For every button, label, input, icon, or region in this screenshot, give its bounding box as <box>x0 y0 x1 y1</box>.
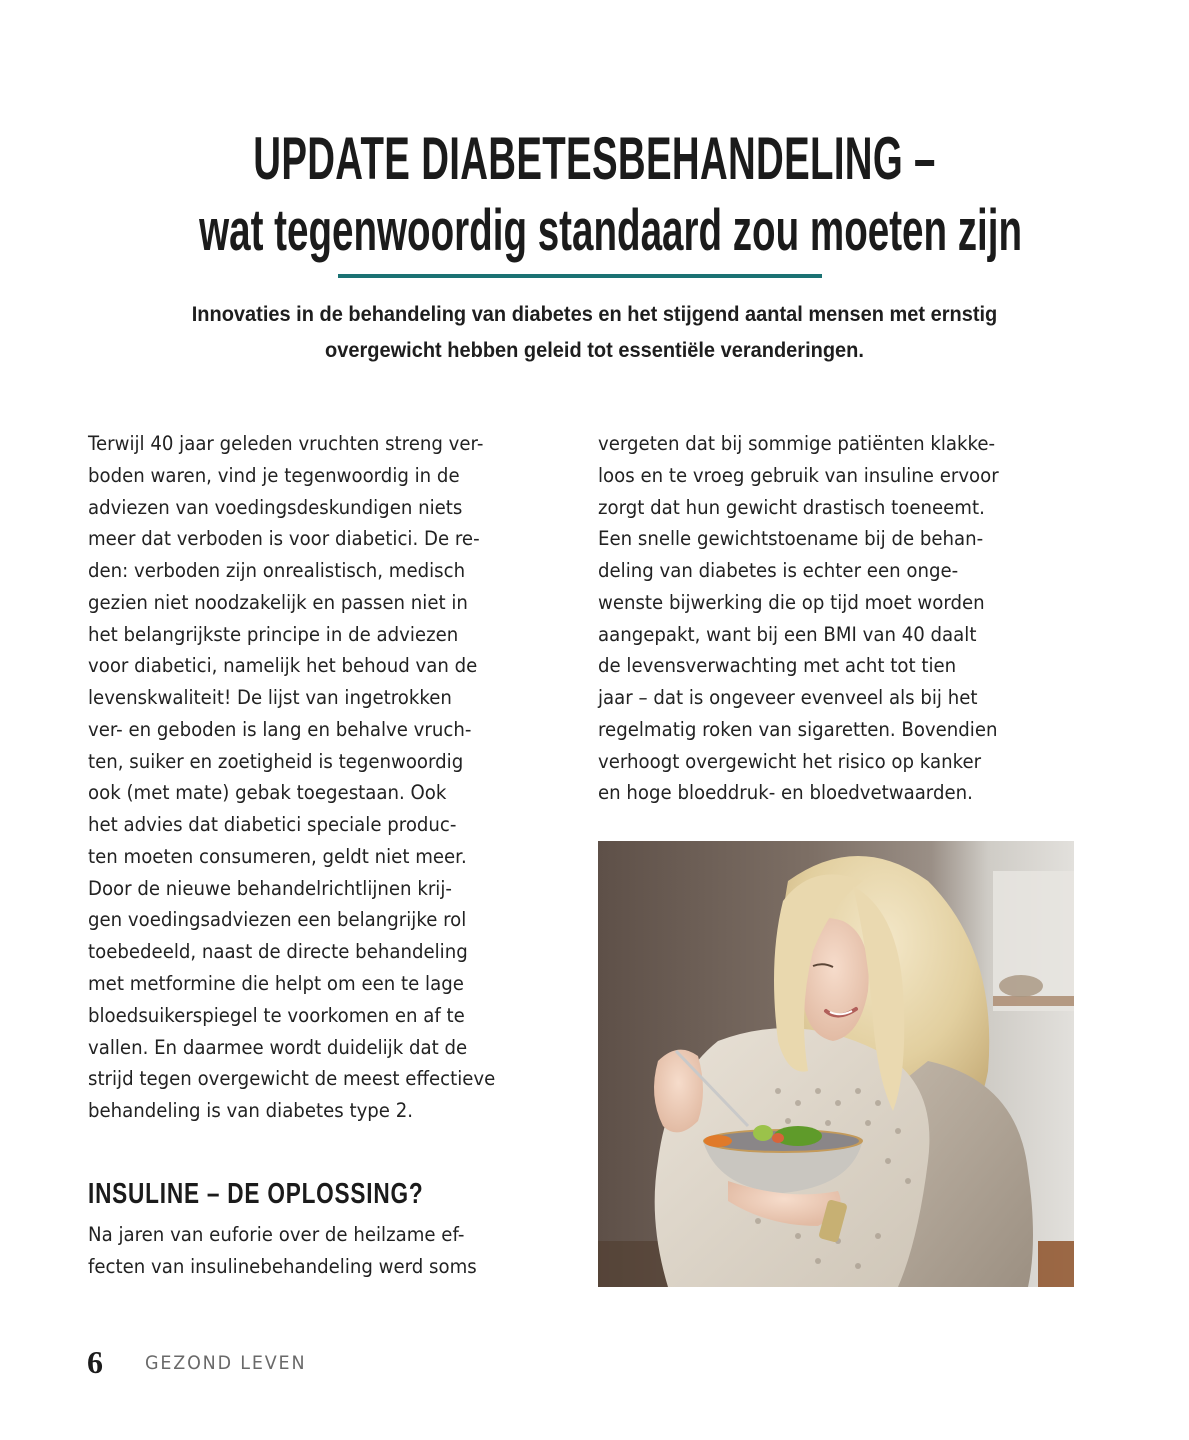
body-line: het belangrijkste principe in de adviezen <box>88 622 459 646</box>
title-line-2: wat tegenwoordig standaard zou moeten zijn <box>199 198 1023 263</box>
body-line: adviezen van voedingsdeskundigen niets <box>88 495 463 519</box>
body-line: verhoogt overgewicht het risico op kanker <box>598 749 982 773</box>
body-line: Door de nieuwe behandelrichtlijnen krij- <box>88 876 452 900</box>
body-column-left <box>88 428 578 1127</box>
article-intro <box>60 296 1129 368</box>
article-photo <box>598 841 1074 1287</box>
body-line: Na jaren van euforie over de heilzame ef- <box>88 1223 465 1246</box>
body-line: ook (met mate) gebak toegestaan. Ook <box>88 781 447 805</box>
body-line: de levensverwachting met acht tot tien <box>598 654 957 678</box>
body-line: toebedeeld, naast de directe behandeling <box>88 940 468 964</box>
body-column-right <box>598 428 1088 809</box>
running-head-section-name: GEZOND LEVEN <box>145 1352 307 1374</box>
body-line: ten, suiker en zoetigheid is tegenwoordig <box>88 749 464 773</box>
body-line: vergeten dat bij sommige patiënten klakke- <box>598 432 996 455</box>
body-line: fecten van insulinebehandeling werd soms <box>88 1254 477 1278</box>
body-line: strijd tegen overgewicht de meest effectieve <box>88 1067 496 1091</box>
body-line: Terwijl 40 jaar geleden vruchten streng ver- <box>88 432 484 455</box>
body-line: gezien niet noodzakelijk en passen niet in <box>88 590 468 614</box>
body-line: met metformine die helpt om een te lage <box>88 972 464 996</box>
body-line: gen voedingsadviezen een belangrijke rol <box>88 908 467 932</box>
body-line: boden waren, vind je tegenwoordig in de <box>88 463 460 487</box>
body-line: zorgt dat hun gewicht drastisch toeneemt. <box>598 495 985 519</box>
body-line: ver- en geboden is lang en behalve vruch- <box>88 717 472 741</box>
section-subheading: INSULINE – DE OPLOSSING? <box>88 1178 424 1210</box>
article-title <box>0 124 1189 268</box>
body-line: het advies dat diabetici speciale produc- <box>88 813 457 837</box>
body-line: den: verboden zijn onrealistisch, medisch <box>88 559 466 583</box>
body-line: wenste bijwerking die op tijd moet worden <box>598 590 985 614</box>
body-line: behandeling is van diabetes type 2. <box>88 1099 414 1123</box>
body-line: bloedsuikerspiegel te voorkomen en af te <box>88 1003 465 1027</box>
body-line: ten moeten consumeren, geldt niet meer. <box>88 844 467 868</box>
body-line: loos en te vroeg gebruik van insuline ervoor <box>598 463 999 487</box>
body-line: meer dat verboden is voor diabetici. De re- <box>88 527 480 551</box>
intro-line: overgewicht hebben geleid tot essentiële veranderingen. <box>325 338 864 362</box>
title-line-1: UPDATE DIABETESBEHANDELING – <box>253 125 936 192</box>
body-line: Een snelle gewichtstoename bij de behan- <box>598 527 984 551</box>
body-line: en hoge bloeddruk- en bloedvetwaarden. <box>598 781 973 805</box>
woman-eating-salad-image <box>598 841 1074 1287</box>
body-line: aangepakt, want bij een BMI van 40 daalt <box>598 622 977 646</box>
body-line: regelmatig roken van sigaretten. Bovendien <box>598 717 998 741</box>
body-line: jaar – dat is ongeveer evenveel als bij het <box>598 686 978 710</box>
page-number: 6 <box>87 1344 103 1380</box>
body-line: deling van diabetes is echter een onge- <box>598 559 959 583</box>
body-line: vallen. En daarmee wordt duidelijk dat de <box>88 1035 468 1059</box>
title-underline-divider <box>338 274 822 278</box>
body-line: levenskwaliteit! De lijst van ingetrokken <box>88 686 452 710</box>
body-line: voor diabetici, namelijk het behoud van de <box>88 654 478 678</box>
intro-line: Innovaties in de behandeling van diabetes en het stijgend aantal mensen met ernstig <box>191 302 998 326</box>
body-column-left-continued <box>88 1219 578 1283</box>
